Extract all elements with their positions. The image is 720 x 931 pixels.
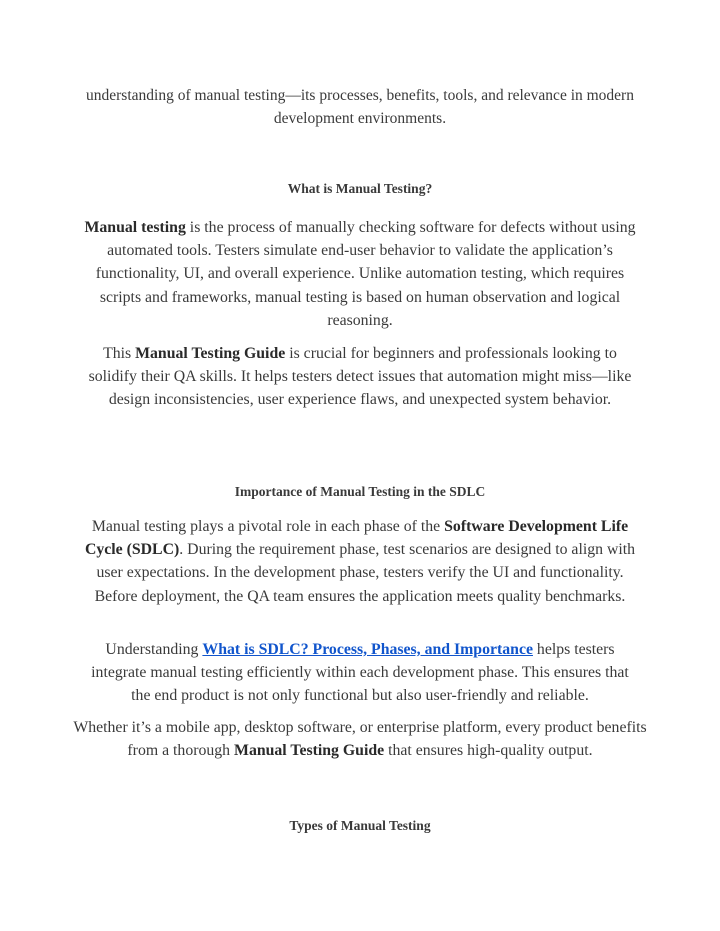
- paragraph-text-pre: Manual testing plays a pivotal role in each phase of the: [91, 518, 445, 535]
- bold-term-manual-testing-guide: Manual Testing Guide: [234, 742, 385, 760]
- paragraph-text-post: is crucial for beginners and professionals looking to solidify their QA skills. It helps testers detect issues that automation might miss—like design inconsistencies, user experience flaws, and unexpected system behavior.: [88, 345, 632, 409]
- paragraph-text-pre: Whether it’s a mobile app, desktop software, or enterprise platform, every product benefits from a thorough: [73, 719, 647, 760]
- intro-paragraph: [60, 84, 660, 130]
- paragraph-text-pre: Understanding: [105, 641, 203, 658]
- link-what-is-sdlc[interactable]: What is SDLC? Process, Phases, and Importance: [202, 641, 533, 658]
- bold-term-manual-testing-guide: Manual Testing Guide: [135, 345, 286, 362]
- intro-text: understanding of manual testing—its processes, benefits, tools, and relevance in modern development environments.: [86, 87, 634, 127]
- heading-importance-sdlc: Importance of Manual Testing in the SDLC: [234, 484, 486, 499]
- paragraph-text-post: that ensures high-quality output.: [384, 742, 593, 760]
- paragraph-text-post: helps testers integrate manual testing efficiently within each development phase. This ensures that the end product is not only functional but also user-friendly and reliable.: [91, 641, 629, 705]
- paragraph-sdlc-link: [80, 638, 640, 708]
- paragraph-sdlc-role: [80, 515, 640, 608]
- paragraph-product-benefits: [72, 716, 648, 762]
- paragraph-text-post: . During the requirement phase, test scenarios are designed to align with user expectations. In the development phase, testers verify the UI and functionality. Before deployment, the QA team ensures the application meets quality benchmarks.: [94, 541, 636, 605]
- bold-term-manual-testing: Manual testing: [84, 219, 186, 236]
- bold-term-sdlc: Software Development Life Cycle (SDLC): [84, 518, 629, 559]
- paragraph-manual-testing-definition: [80, 216, 640, 332]
- paragraph-text-pre: This: [103, 345, 136, 362]
- paragraph-guide-importance: [80, 342, 640, 412]
- paragraph-text: is the process of manually checking software for defects without using automated tools. Testers simulate end-user behavior to validate the application’s functionality, UI, and overall experience. Unlike automation testing, which requires scripts and frameworks, manual testing is based on human observation and logical reasoning.: [95, 219, 636, 329]
- heading-what-is-manual-testing: What is Manual Testing?: [287, 181, 433, 196]
- heading-types-of-manual-testing: Types of Manual Testing: [289, 818, 431, 833]
